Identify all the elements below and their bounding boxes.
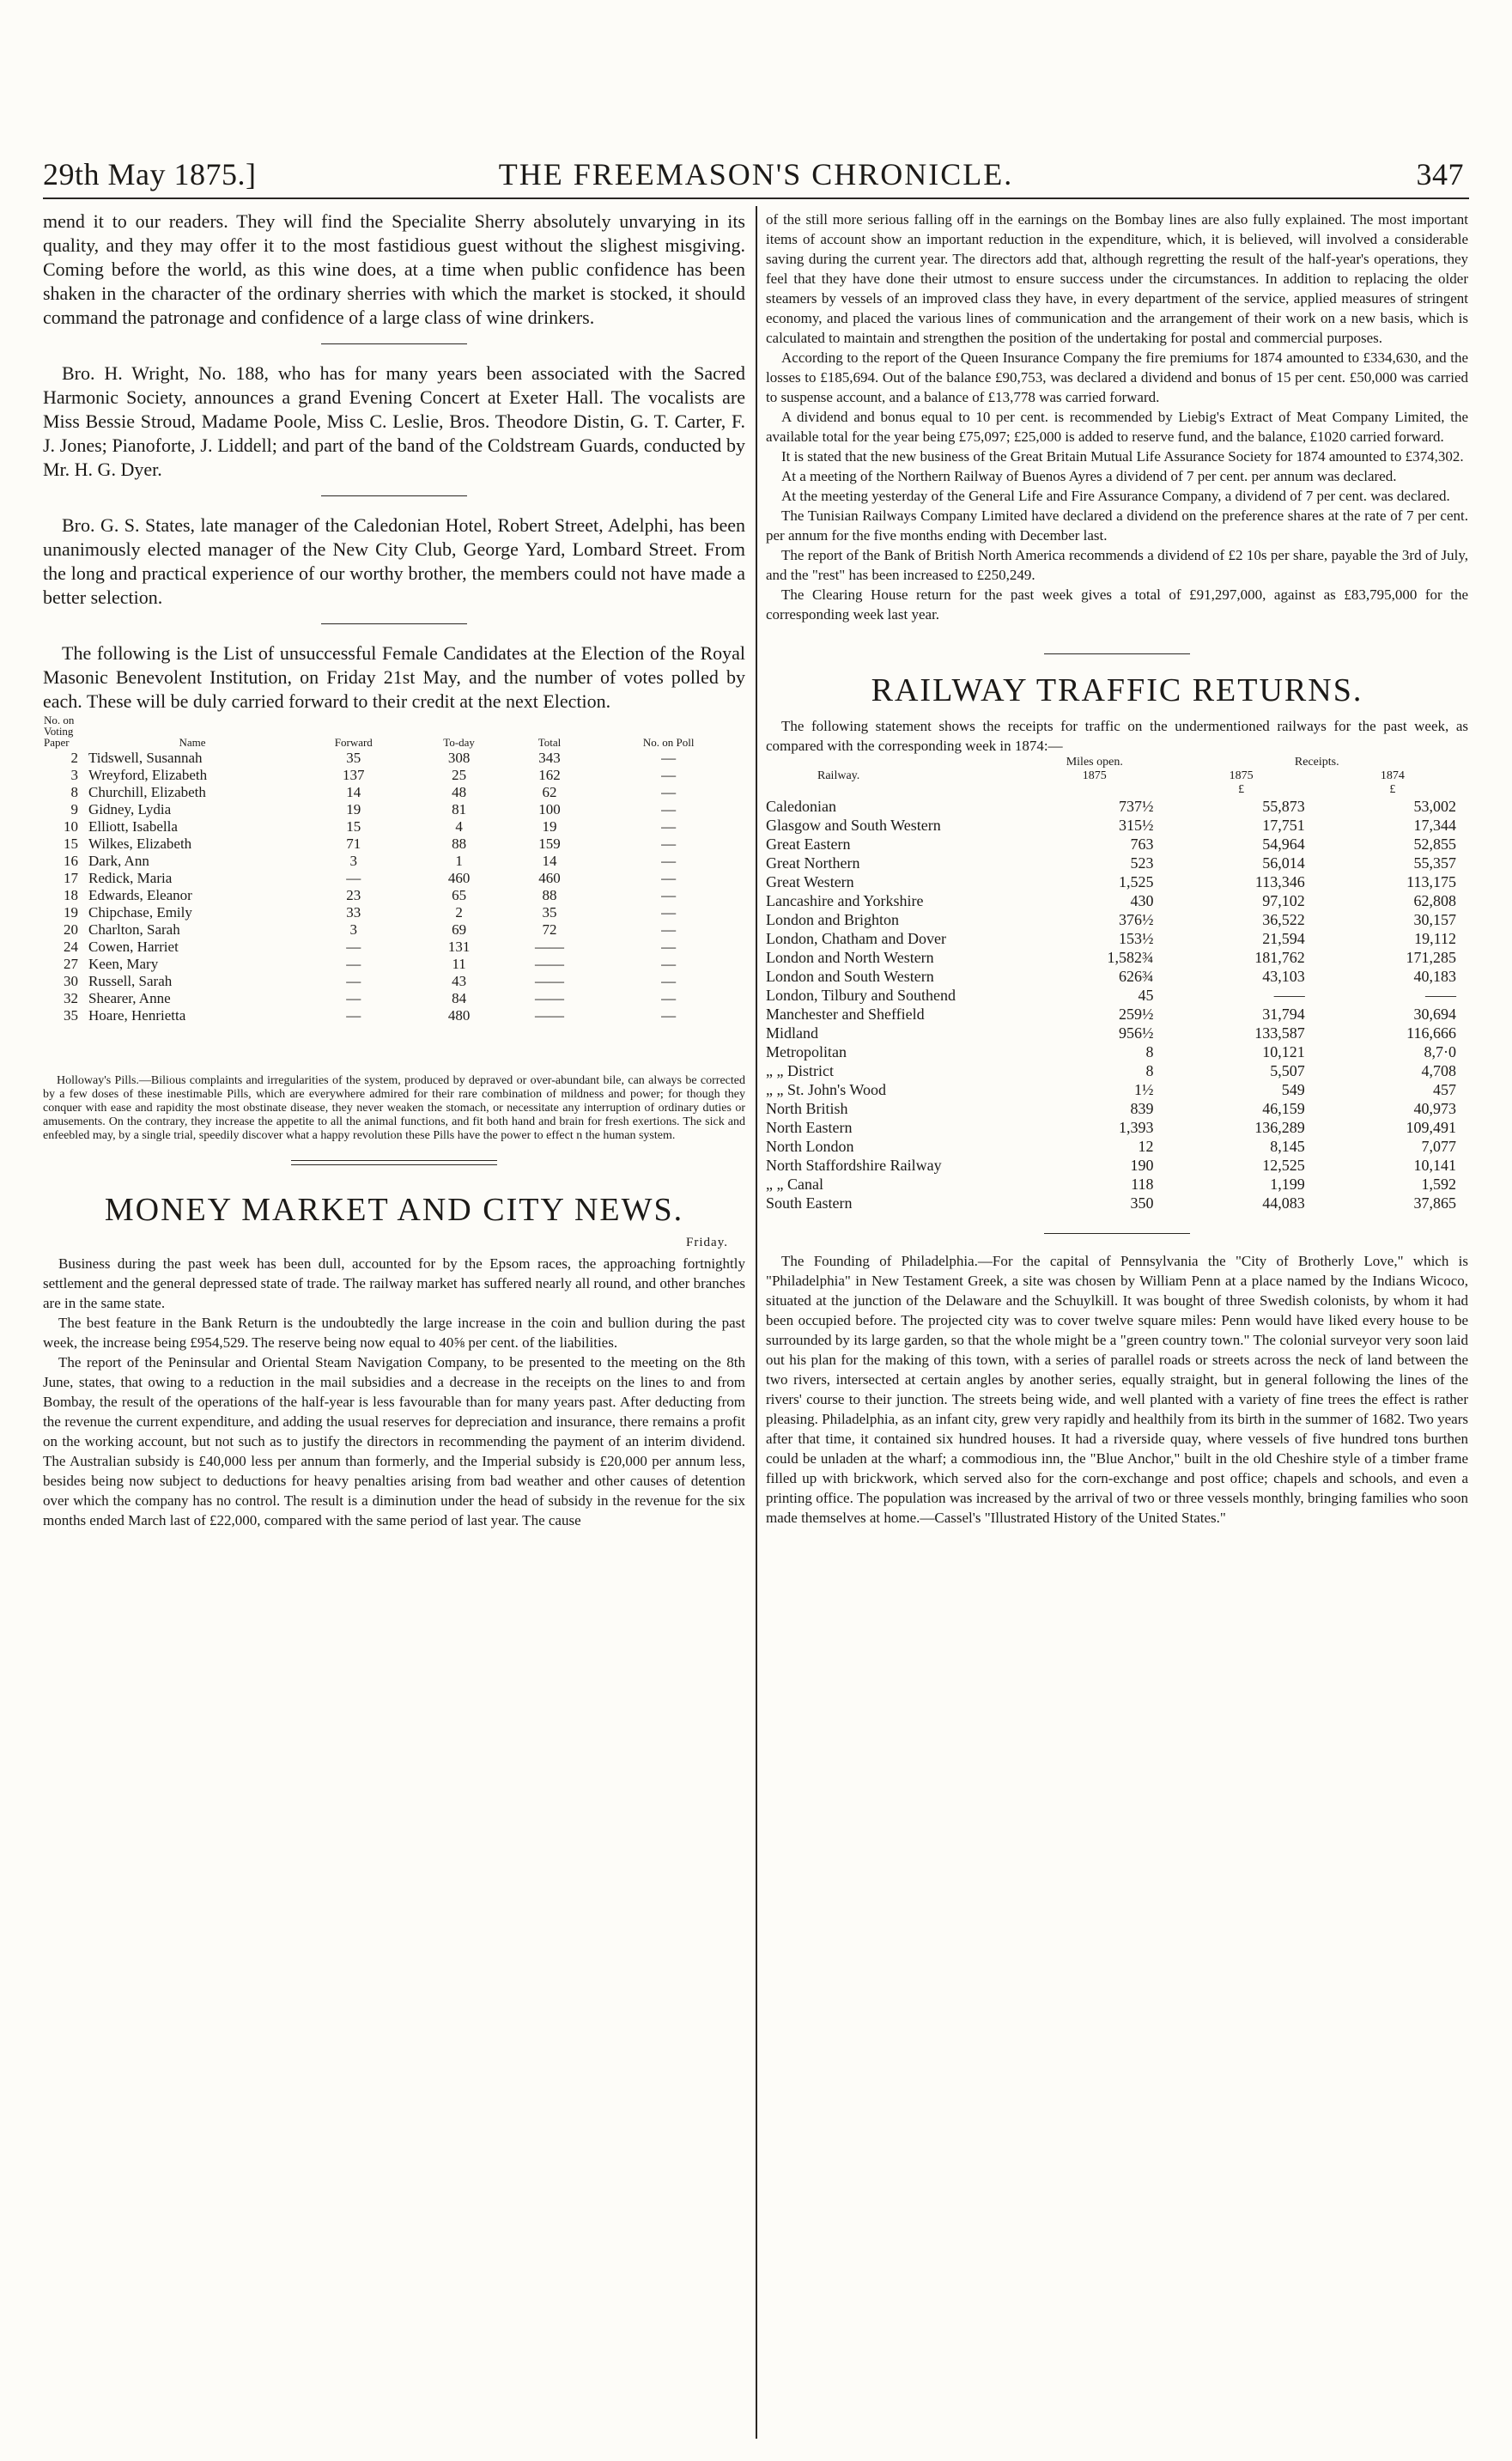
- table-cell: 53,002: [1413, 798, 1456, 815]
- table-cell: 1: [455, 853, 463, 869]
- table-cell: Gidney, Lydia: [88, 801, 172, 817]
- table-cell: 33: [346, 904, 361, 921]
- table-cell: London, Tilbury and Southend: [766, 987, 956, 1004]
- table-cell: Manchester and Sheffield: [766, 1006, 925, 1023]
- table-cell: North British: [766, 1100, 848, 1117]
- table-row: [43, 956, 745, 973]
- table-cell: 133,587: [1254, 1024, 1305, 1042]
- table-cell: 3: [349, 921, 358, 938]
- table-cell: 480: [447, 1007, 471, 1024]
- table-cell: —: [661, 818, 677, 835]
- table-cell: 109,491: [1406, 1119, 1456, 1136]
- clearing-house-para: The Clearing House return for the past week gives a total of £91,297,000, against as £83,795,000 for the corresponding week last year.: [766, 586, 1468, 623]
- left-column: [43, 210, 745, 1530]
- table-row: [43, 750, 745, 767]
- pound-sign: £: [1238, 783, 1245, 796]
- table-cell: 62,808: [1413, 892, 1456, 909]
- table-cell: Dark, Ann: [88, 853, 149, 869]
- table-cell: —: [661, 750, 677, 766]
- table-cell: Wilkes, Elizabeth: [88, 836, 192, 852]
- table-row: [766, 1024, 1468, 1042]
- table-cell: 430: [1130, 892, 1154, 909]
- table-cell: 37,865: [1413, 1194, 1456, 1212]
- table-cell: 48: [452, 784, 467, 800]
- tunisian-para: The Tunisian Railways Company Limited have declared a dividend on the preference shares at the rate of 7 per cent. per annum for the five months ending with December last.: [766, 507, 1468, 544]
- table-row: [43, 973, 745, 990]
- table-cell: 460: [447, 870, 471, 886]
- table-cell: 25: [452, 767, 467, 783]
- table-cell: 1,525: [1119, 873, 1154, 890]
- table-row: [766, 1099, 1468, 1118]
- table-cell: 71: [346, 836, 361, 852]
- table-cell: —: [661, 784, 677, 800]
- pound-sign: £: [1389, 783, 1396, 796]
- table-cell: 17,751: [1262, 817, 1305, 834]
- table-cell: 97,102: [1262, 892, 1305, 909]
- queen-insurance-para: According to the report of the Queen Insurance Company the fire premiums for 1874 amounted to £334,630, and the losses to £185,694. Out of the balance £90,753, was declared a dividend and bonus of 15 per cent. £50,000 was carried to suspense account, and a balance of £13,778 was carried forward.: [766, 349, 1468, 405]
- divider: [1044, 1233, 1190, 1234]
- concert-paragraph: Bro. H. Wright, No. 188, who has for many years been associated with the Sacred Harmonic Society, announces a grand Evening Concert at Exeter Hall. The vocalists are Miss Bessie Stroud, Madame Poole, Miss C. Leslie, Bros. Theodore Distin, G. T. Carter, F. J. Jones; Pianoforte, J. Liddell; and part of the band of the Coldstream Guards, conducted by Mr. H. G. Dyer.: [43, 362, 745, 480]
- table-cell: „ „ Canal: [766, 1176, 823, 1193]
- table-cell: Great Northern: [766, 854, 860, 872]
- table-cell: Keen, Mary: [88, 956, 159, 972]
- table-cell: —: [346, 990, 361, 1006]
- table-cell: 69: [452, 921, 467, 938]
- table-row: [766, 1137, 1468, 1156]
- table-cell: 763: [1130, 836, 1154, 853]
- table-cell: Great Western: [766, 873, 854, 890]
- col-forward: Forward: [334, 736, 373, 749]
- philadelphia-article: The Founding of Philadelphia.—For the capital of Pennsylvania the "City of Brotherly Love," which is "Philadelphia" in New Testament Greek, a site was chosen by William Penn at a place named by the Indians Wicoco, situated at the junction of the Delaware and the Schuylkill. It was bought of three Swedish colonists, by whom it had been occupied before. The projected city was to cover twelve square miles: Penn would have liked every house to be surrounded by its large garden, so that the whole might be a "green country town." The colonial surveyor very soon laid out his plan for the making of this town, with a series of parallel roads or streets across the neck of land between the two rivers, intersected at certain angles by another series, equally straight, but in general following the lines of the rivers' course to their junction. The streets being wide, and well planted with a variety of fine trees the effect is rather pleasing. Philadelphia, as an infant city, grew very rapidly and healthily from its birth in the summer of 1682. Two years after that time, it contained six hundred houses. It had a riverside quay, where vessels of five hundred tons burthen could be unladen at the wharf; a commodious inn, the "Blue Anchor," built in the old Cheshire style of a timber frame filled up with brickwork, which served also for the corn-exchange and post office; chapels and schools, and even a printing office. The population was increased by the arrival of two or three vessels monthly, bringing families who soon made themselves at home.—Cassel's "Illustrated History of the United States.": [766, 1253, 1468, 1526]
- table-row: [766, 891, 1468, 910]
- col-receipts: Receipts.: [1294, 756, 1339, 769]
- table-cell: ——: [534, 990, 564, 1006]
- table-cell: 113,175: [1406, 873, 1456, 890]
- table-cell: „ „ District: [766, 1062, 834, 1079]
- bank-bna-para: The report of the Bank of British North America recommends a dividend of £2 10s per share, payable the 3rd of July, and the "rest" has been increased to £250,249.: [766, 547, 1468, 583]
- table-cell: 88: [542, 887, 557, 903]
- table-row: [43, 767, 745, 784]
- header-rule: [43, 197, 1469, 199]
- table-cell: —: [661, 956, 677, 972]
- table-row: [43, 818, 745, 836]
- table-cell: 11: [452, 956, 466, 972]
- table-cell: 1,199: [1270, 1176, 1305, 1193]
- table-cell: 19: [542, 818, 557, 835]
- right-column: [766, 210, 1468, 1528]
- column-rule: [756, 206, 757, 2439]
- table-cell: 81: [452, 801, 467, 817]
- table-cell: 10: [64, 818, 78, 835]
- table-cell: 2: [455, 904, 463, 921]
- table-cell: 30,157: [1413, 911, 1456, 928]
- table-cell: 136,289: [1254, 1119, 1305, 1136]
- table-cell: Wreyford, Elizabeth: [88, 767, 208, 783]
- table-row: [766, 872, 1468, 891]
- table-row: [766, 1061, 1468, 1080]
- table-cell: 1½: [1134, 1081, 1154, 1098]
- table-cell: 181,762: [1254, 949, 1305, 966]
- table-row: [43, 784, 745, 801]
- table-cell: 113,346: [1254, 873, 1305, 890]
- liebig-para: A dividend and bonus equal to 10 per cent. is recommended by Liebig's Extract of Meat Company Limited, the available total for the year being £75,097; £25,000 is added to reserve fund, and the balance, £1020 carried forward.: [766, 409, 1468, 445]
- table-cell: 84: [452, 990, 467, 1006]
- money-market-heading: MONEY MARKET AND CITY NEWS.: [104, 1192, 684, 1228]
- table-cell: —: [661, 904, 677, 921]
- table-cell: 8: [1145, 1043, 1154, 1060]
- table-cell: 7,077: [1421, 1138, 1456, 1155]
- table-cell: 36,522: [1262, 911, 1305, 928]
- table-row: [766, 1175, 1468, 1194]
- table-cell: 55,357: [1413, 854, 1456, 872]
- table-cell: 376½: [1119, 911, 1154, 928]
- table-cell: 20: [64, 921, 78, 938]
- table-cell: 43: [452, 973, 467, 989]
- table-cell: 118: [1131, 1176, 1154, 1193]
- table-cell: 62: [542, 784, 557, 800]
- table-cell: —: [661, 1007, 677, 1024]
- col-year-1875: 1875: [1229, 769, 1254, 782]
- great-britain-mutual-para: It is stated that the new business of the Great Britain Mutual Life Assurance Society for 1874 amounted to £374,302.: [781, 448, 1464, 465]
- money-para-2: The best feature in the Bank Return is the undoubtedly the large increase in the coin and bullion during the past week, the increase being £954,529. The reserve being now equal to 40⅝ per cent. of the liabilities.: [43, 1315, 745, 1351]
- table-cell: Churchill, Elizabeth: [88, 784, 206, 800]
- table-cell: Tidswell, Susannah: [88, 750, 203, 766]
- col-voting-paper: No. on Voting Paper: [44, 714, 75, 749]
- table-cell: 72: [542, 921, 557, 938]
- table-cell: 457: [1433, 1081, 1456, 1098]
- table-cell: —: [346, 956, 361, 972]
- table-row: [766, 948, 1468, 967]
- table-cell: Cowen, Harriet: [88, 939, 179, 955]
- table-cell: South Eastern: [766, 1194, 853, 1212]
- table-cell: 171,285: [1406, 949, 1456, 966]
- sherry-paragraph: mend it to our readers. They will find the Specialite Sherry absolutely unvarying in its quality, and they may offer it to the most fastidious guest without the slighest misgiving. Coming before the world, as this wine does, at a time when public confidence has been shaken in the character of the ordinary sherries with which the market is stocked, it should command the patronage and confidence of a large class of wine drinkers.: [43, 210, 745, 328]
- table-cell: 9: [70, 801, 78, 817]
- table-cell: ——: [534, 939, 564, 955]
- table-row: [766, 929, 1468, 948]
- table-cell: 43,103: [1262, 968, 1305, 985]
- table-cell: Elliott, Isabella: [88, 818, 178, 835]
- election-votes-table: [43, 714, 745, 1024]
- table-row: [766, 1118, 1468, 1137]
- table-cell: 3: [349, 853, 358, 869]
- table-cell: 1,592: [1421, 1176, 1456, 1193]
- table-cell: Charlton, Sarah: [88, 921, 180, 938]
- table-cell: —: [346, 939, 361, 955]
- col-year-miles: 1875: [1082, 769, 1107, 782]
- table-cell: London and Brighton: [766, 911, 899, 928]
- col-railway: Railway.: [817, 769, 860, 782]
- table-cell: ——: [1273, 987, 1305, 1004]
- pando-continued: of the still more serious falling off in the earnings on the Bombay lines are also fully explained. The most important items of account show an important reduction in the expenditure, which, it is believed, will involved a considerable saving during the current year. The directors add that, although regretting the result of the half-year's operations, they feel that they have done their utmost to ensure success under the circumstances. In addition to replacing the older steamers by vessels of an improved class they have, in every department of the service, applied measures of stringent economy, and placed the various lines of communication and the arrangement of their work on a new basis, which is calculated to maintain and strengthen the position of the undertaking for postal and commercial purposes.: [766, 211, 1468, 346]
- table-cell: 88: [452, 836, 467, 852]
- table-cell: 24: [64, 939, 78, 955]
- col-today: To-day: [443, 736, 475, 749]
- table-cell: 100: [538, 801, 561, 817]
- table-cell: 10,141: [1413, 1157, 1456, 1174]
- table-cell: Metropolitan: [766, 1043, 847, 1060]
- publication-title: THE FREEMASON'S CHRONICLE.: [498, 157, 1014, 191]
- table-cell: —: [661, 870, 677, 886]
- table-cell: 15: [64, 836, 78, 852]
- divider: [321, 495, 467, 496]
- table-cell: 18: [64, 887, 78, 903]
- table-cell: 17: [64, 870, 78, 886]
- table-cell: 15: [346, 818, 361, 835]
- table-cell: 460: [538, 870, 561, 886]
- table-row: [766, 1005, 1468, 1024]
- table-row: [43, 887, 745, 904]
- table-row: [766, 910, 1468, 929]
- table-cell: 54,964: [1262, 836, 1305, 853]
- table-cell: 956½: [1119, 1024, 1154, 1042]
- table-cell: 259½: [1119, 1006, 1154, 1023]
- table-cell: 4,708: [1421, 1062, 1456, 1079]
- general-life-para: At the meeting yesterday of the General Life and Fire Assurance Company, a dividend of 7 per cent. was declared.: [781, 488, 1450, 504]
- table-cell: 23: [346, 887, 361, 903]
- table-cell: North London: [766, 1138, 854, 1155]
- table-cell: Midland: [766, 1024, 818, 1042]
- table-cell: 30,694: [1413, 1006, 1456, 1023]
- table-row: [43, 836, 745, 853]
- table-cell: 153½: [1119, 930, 1154, 947]
- divider: [321, 623, 467, 624]
- table-cell: ——: [534, 956, 564, 972]
- money-para-3: The report of the Peninsular and Oriental Steam Navigation Company, to be presented to the meeting on the 8th June, states, that owing to a reduction in the mail subsidies and a decrease in the receipts on the lines to and from Bombay, the result of the operations of the half-year is less favourable than for many years past. After deducting from the revenue the current expenditure, and adding the usual reserves for depreciation and insurance, there remains a profit on the working account, but not such as to justify the directors in recommending the payment of an interim dividend. The Australian subsidy is £40,000 less per annum than formerly, and the Imperial subsidy is £20,000 per annum less, besides being now subject to deductions for heavy penalties arising from bad weather and other causes of detention over which the company has no control. The result is a diminution under the head of subsidy in the revenue for the six months ended March last of £22,000, compared with the same period of last year. The cause: [43, 1354, 745, 1528]
- table-cell: 1,582¾: [1107, 949, 1154, 966]
- table-cell: 31,794: [1262, 1006, 1305, 1023]
- page-number: 347: [1416, 157, 1464, 191]
- holloway-advert: Holloway's Pills.—Bilious complaints and irregularities of the system, produced by depraved or over-abundant bile, can always be corrected by a few doses of these inestimable Pills, which are everywhere admired for their rare combination of mildness and power; for though they conquer with ease and rapidity the most obstinate disease, they never weaken the stomach, or necessitate any interruption of ordinary duties or amusements. On the contrary, they increase the appetite to all the animal functions, and fit both hand and brain for fresh exertions. The sick and enfeebled may, by a single trial, speedily discover what a happy revolution these Pills have the power to effect n the human system.: [43, 1074, 745, 1142]
- table-row: [766, 835, 1468, 854]
- table-row: [43, 904, 745, 921]
- table-cell: —: [346, 870, 361, 886]
- table-cell: 523: [1130, 854, 1154, 872]
- money-para-1: Business during the past week has been dull, accounted for by the Epsom races, the approaching fortnightly settlement and the general depressed state of trade. The railway market has suffered nearly all round, and other branches are in the same state.: [43, 1255, 745, 1311]
- table-cell: „ „ St. John's Wood: [766, 1081, 886, 1098]
- states-paragraph: Bro. G. S. States, late manager of the Caledonian Hotel, Robert Street, Adelphi, has been unanimously elected manager of the New City Club, George Yard, Lombard Street. From the long and practical experience of our worthy brother, the members could not have made a better selection.: [43, 514, 745, 608]
- table-cell: 35: [346, 750, 361, 766]
- col-year-1874: 1874: [1380, 769, 1405, 782]
- table-row: [766, 816, 1468, 835]
- table-cell: 549: [1281, 1081, 1305, 1098]
- table-cell: Great Eastern: [766, 836, 851, 853]
- table-row: [766, 854, 1468, 872]
- table-cell: 35: [542, 904, 557, 921]
- table-cell: 350: [1130, 1194, 1154, 1212]
- table-cell: —: [661, 836, 677, 852]
- table-cell: —: [661, 801, 677, 817]
- table-cell: —: [661, 921, 677, 938]
- table-cell: Caledonian: [766, 798, 836, 815]
- page-header: [43, 153, 1469, 196]
- railway-heading: RAILWAY TRAFFIC RETURNS.: [871, 672, 1363, 708]
- table-cell: Glasgow and South Western: [766, 817, 941, 834]
- table-cell: 17,344: [1413, 817, 1456, 834]
- table-cell: Lancashire and Yorkshire: [766, 892, 924, 909]
- table-cell: 12,525: [1262, 1157, 1305, 1174]
- table-cell: 10,121: [1262, 1043, 1305, 1060]
- railway-intro: The following statement shows the receipts for traffic on the undermentioned railways for the past week, as compared with the corresponding week in 1874:—: [766, 718, 1468, 754]
- table-row: [43, 801, 745, 818]
- election-intro: The following is the List of unsuccessful Female Candidates at the Election of the Royal Masonic Benevolent Institution, on Friday 21st May, and the number of votes polled by each. These will be duly carried forward to their credit at the next Election.: [43, 642, 745, 712]
- table-cell: Redick, Maria: [88, 870, 173, 886]
- table-cell: 40,183: [1413, 968, 1456, 985]
- divider: [1044, 653, 1190, 654]
- table-cell: 35: [64, 1007, 78, 1024]
- table-cell: 32: [64, 990, 78, 1006]
- table-cell: 1,393: [1119, 1119, 1154, 1136]
- table-cell: 8: [70, 784, 78, 800]
- table-cell: 46,159: [1262, 1100, 1305, 1117]
- table-cell: Russell, Sarah: [88, 973, 173, 989]
- buenos-ayres-para: At a meeting of the Northern Railway of Buenos Ayres a dividend of 7 per cent. per annum was declared.: [781, 468, 1397, 484]
- table-cell: 19: [346, 801, 361, 817]
- table-row: [766, 1156, 1468, 1175]
- col-name: Name: [179, 736, 206, 749]
- table-row: [766, 797, 1468, 816]
- table-row: [43, 990, 745, 1007]
- double-rule: [291, 1164, 497, 1165]
- table-cell: —: [661, 973, 677, 989]
- table-row: [43, 870, 745, 887]
- money-market-day: Friday.: [686, 1236, 728, 1249]
- table-cell: 19,112: [1414, 930, 1456, 947]
- double-rule: [291, 1160, 497, 1161]
- issue-date: 29th May 1875.]: [43, 157, 257, 191]
- table-cell: 56,014: [1262, 854, 1305, 872]
- table-cell: 12: [1138, 1138, 1154, 1155]
- table-cell: London, Chatham and Dover: [766, 930, 946, 947]
- table-cell: 116,666: [1406, 1024, 1456, 1042]
- table-cell: 162: [538, 767, 561, 783]
- table-cell: 315½: [1119, 817, 1154, 834]
- table-cell: 8: [1145, 1062, 1154, 1079]
- table-cell: 4: [455, 818, 463, 835]
- table-cell: 839: [1130, 1100, 1154, 1117]
- table-row: [766, 1042, 1468, 1061]
- table-cell: 5,507: [1270, 1062, 1305, 1079]
- table-cell: 2: [70, 750, 78, 766]
- table-cell: 137: [343, 767, 365, 783]
- table-cell: 19: [64, 904, 78, 921]
- table-cell: 159: [538, 836, 561, 852]
- table-cell: 190: [1130, 1157, 1154, 1174]
- table-cell: 55,873: [1262, 798, 1305, 815]
- table-cell: 27: [64, 956, 78, 972]
- table-cell: 65: [452, 887, 467, 903]
- col-total: Total: [537, 736, 562, 749]
- col-miles-open: Miles open.: [1066, 756, 1123, 769]
- table-cell: 343: [538, 750, 561, 766]
- table-row: [43, 921, 745, 939]
- table-cell: 16: [64, 853, 78, 869]
- table-cell: 8,7·0: [1424, 1043, 1456, 1060]
- table-cell: 52,855: [1413, 836, 1456, 853]
- table-cell: 40,973: [1413, 1100, 1456, 1117]
- table-cell: 626¾: [1119, 968, 1154, 985]
- table-row: [43, 853, 745, 870]
- table-cell: —: [661, 767, 677, 783]
- table-cell: 14: [542, 853, 557, 869]
- table-cell: Shearer, Anne: [88, 990, 171, 1006]
- table-cell: ——: [1425, 987, 1456, 1004]
- table-cell: 21,594: [1262, 930, 1305, 947]
- table-cell: ——: [534, 1007, 564, 1024]
- table-cell: 14: [346, 784, 361, 800]
- table-cell: 308: [447, 750, 471, 766]
- table-cell: London and North Western: [766, 949, 934, 966]
- table-cell: 737½: [1119, 798, 1154, 815]
- table-row: [43, 939, 745, 956]
- table-cell: 30: [64, 973, 78, 989]
- table-row: [43, 1007, 745, 1024]
- table-row: [766, 1080, 1468, 1099]
- table-cell: Chipchase, Emily: [88, 904, 192, 921]
- table-cell: —: [661, 939, 677, 955]
- table-cell: 131: [447, 939, 471, 955]
- railway-table: [766, 756, 1468, 1212]
- table-cell: 3: [70, 767, 78, 783]
- table-cell: London and South Western: [766, 968, 934, 985]
- table-cell: North Staffordshire Railway: [766, 1157, 942, 1174]
- table-cell: 8,145: [1270, 1138, 1305, 1155]
- table-row: [766, 1194, 1468, 1212]
- table-cell: —: [661, 887, 677, 903]
- table-cell: 44,083: [1262, 1194, 1305, 1212]
- divider: [321, 343, 467, 344]
- table-row: [766, 986, 1468, 1005]
- col-poll: No. on Poll: [642, 736, 695, 749]
- table-cell: —: [661, 853, 677, 869]
- table-cell: Hoare, Henrietta: [88, 1007, 186, 1024]
- table-cell: —: [346, 973, 361, 989]
- table-cell: Edwards, Eleanor: [88, 887, 192, 903]
- table-row: [766, 967, 1468, 986]
- table-cell: North Eastern: [766, 1119, 853, 1136]
- table-cell: —: [661, 990, 677, 1006]
- table-cell: —: [346, 1007, 361, 1024]
- table-cell: 45: [1138, 987, 1154, 1004]
- table-cell: ——: [534, 973, 564, 989]
